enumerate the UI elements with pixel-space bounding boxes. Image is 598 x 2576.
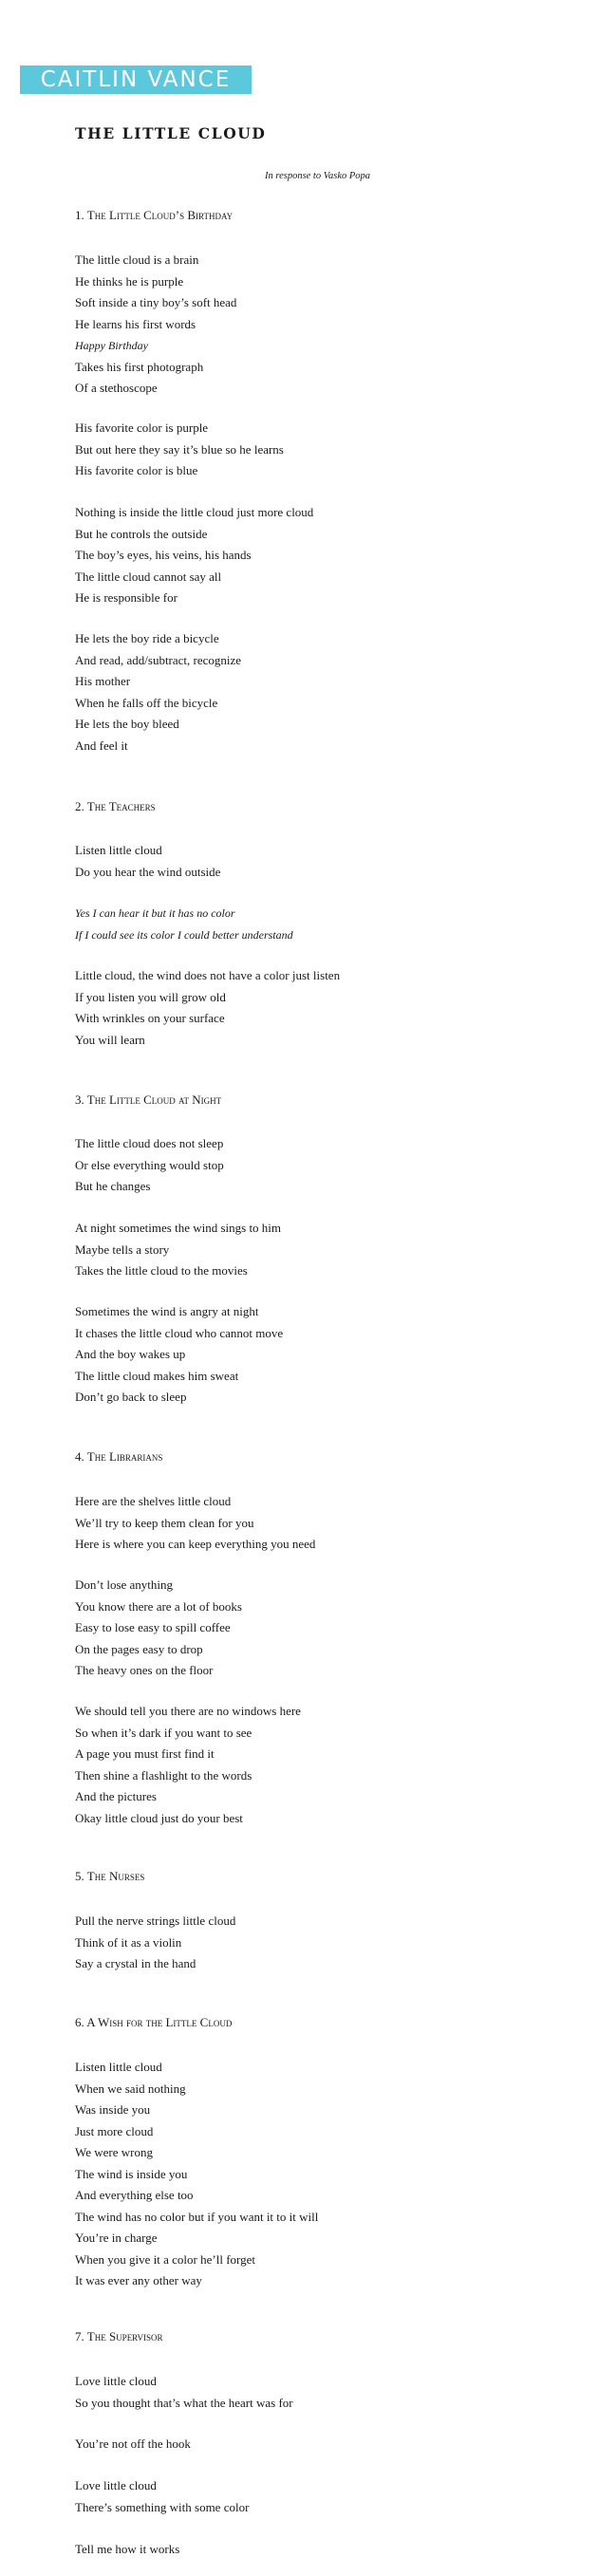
poem-line: It chases the little cloud who cannot move <box>75 1325 284 1340</box>
stanza <box>75 628 241 756</box>
poem-line: And everything else too <box>75 2188 194 2202</box>
poem-line: He lets the boy bleed <box>75 717 179 731</box>
poem-line: We’ll try to keep them clean for you <box>75 1515 254 1530</box>
stanza <box>75 903 293 945</box>
section-heading: 4. The Librarians <box>75 1449 163 1464</box>
poem-line: So when it’s dark if you want to see <box>75 1725 252 1740</box>
poem-line: Sometimes the wind is angry at night <box>75 1304 259 1318</box>
poem-line: If I could see its color I could better understand <box>75 927 293 942</box>
poem-line: Takes his first photograph <box>75 359 204 374</box>
site-logo[interactable]: CAITLIN VANCE <box>20 65 252 94</box>
poem-line: Love little cloud <box>75 2478 157 2492</box>
poem-dedication: In response to Vasko Popa <box>265 171 371 181</box>
poem-line: You will learn <box>75 1032 145 1047</box>
poem-line: Love little cloud <box>75 2374 157 2388</box>
stanza <box>75 1301 283 1409</box>
poem-line: Yes I can hear it but it has no color <box>75 906 235 920</box>
poem-line: He learns his first words <box>75 316 196 331</box>
poem-line: The little cloud cannot say all <box>75 569 222 584</box>
poem-title: THE LITTLE CLOUD <box>75 124 267 142</box>
stanza <box>75 965 340 1051</box>
poem-line: When you give it a color he’ll forget <box>75 2251 256 2267</box>
poem-line: You know there are a lot of books <box>75 1598 242 1614</box>
poem-line: A page you must first find it <box>75 1746 215 1761</box>
stanza <box>75 502 313 609</box>
stanza <box>75 1491 315 1556</box>
stanza <box>75 250 236 400</box>
stanza <box>75 840 220 883</box>
stanza <box>75 1133 224 1198</box>
poem-line: But he controls the outside <box>75 526 208 541</box>
poem-line: Was inside you <box>75 2102 151 2117</box>
poem-line: The heavy ones on the floor <box>75 1663 214 1677</box>
poem-line: Then shine a flashlight to the words <box>75 1767 252 1783</box>
poem-line: But he changes <box>75 1179 151 1193</box>
poem-line: And feel it <box>75 737 128 753</box>
poem-line: So you thought that’s what the heart was for <box>75 2395 293 2410</box>
stanza <box>75 2475 249 2518</box>
poem-line: When he falls off the bicycle <box>75 695 218 710</box>
poem-line: And read, add/subtract, recognize <box>75 652 242 667</box>
poem-line: The wind has no color but if you want it to it will <box>75 2209 319 2224</box>
poem-line: Little cloud, the wind does not have a color just listen <box>75 968 341 982</box>
poem-line: Of a stethoscope <box>75 381 158 395</box>
section-heading: 1. The Little Cloud’s Birthday <box>75 208 234 222</box>
poem-line: Here is where you can keep everything you need <box>75 1537 316 1551</box>
stanza <box>75 1575 242 1682</box>
poem-line: Just more cloud <box>75 2123 154 2138</box>
poem-line: You’re not off the hook <box>75 2436 191 2451</box>
poem-line: He thinks he is purple <box>75 273 184 289</box>
poem-line: Do you hear the wind outside <box>75 864 221 879</box>
poem-line: The wind is inside you <box>75 2166 188 2181</box>
section-heading: 5. The Nurses <box>75 1869 145 1883</box>
poem-line: We should tell you there are no windows here <box>75 1704 301 1718</box>
stanza <box>75 2371 293 2414</box>
stanza <box>75 418 284 482</box>
poem-line: Takes the little cloud to the movies <box>75 1263 248 1278</box>
poem-line: Or else everything would stop <box>75 1157 224 1172</box>
poem-line: And the pictures <box>75 1789 157 1803</box>
poem-line: Listen little cloud <box>75 2060 162 2074</box>
poem-line: The little cloud does not sleep <box>75 1136 224 1150</box>
poem-line: His favorite color is blue <box>75 463 198 477</box>
section-heading: 2. The Teachers <box>75 799 156 813</box>
poem-line: Think of it as a violin <box>75 1934 182 1950</box>
poem-line: The little cloud makes him sweat <box>75 1368 239 1383</box>
poem-line: Maybe tells a story <box>75 1241 170 1257</box>
poem-line: The boy’s eyes, his veins, his hands <box>75 548 252 562</box>
poem-line: If you listen you will grow old <box>75 989 226 1004</box>
poem-line: We were wrong <box>75 2145 153 2159</box>
poem-line: And the boy wakes up <box>75 1347 186 1361</box>
poem-line: Nothing is inside the little cloud just more cloud <box>75 505 314 519</box>
poem-line: On the pages easy to drop <box>75 1641 203 1656</box>
section-heading: 7. The Supervisor <box>75 2329 163 2343</box>
poem-line: He is responsible for <box>75 590 178 605</box>
stanza <box>75 1701 301 1829</box>
poem-line: Okay little cloud just do your best <box>75 1810 243 1825</box>
poem-line: But out here they say it’s blue so he learns <box>75 441 284 457</box>
section-heading: 3. The Little Cloud at Night <box>75 1092 222 1107</box>
poem-line: Here are the shelves little cloud <box>75 1494 232 1508</box>
stanza <box>75 2539 179 2561</box>
poem-line: His mother <box>75 674 131 688</box>
poem-line: You’re in charge <box>75 2231 158 2245</box>
stanza <box>75 1911 235 1975</box>
section-heading: 6. A Wish for the Little Cloud <box>75 2015 233 2029</box>
poem-line: The little cloud is a brain <box>75 252 199 267</box>
poem-line: Don’t lose anything <box>75 1577 174 1592</box>
poem-line: It was ever any other way <box>75 2273 202 2287</box>
poem-line: Tell me how it works <box>75 2542 180 2556</box>
stanza <box>75 2057 318 2292</box>
poem-line: Soft inside a tiny boy’s soft head <box>75 295 237 309</box>
stanza <box>75 2434 191 2455</box>
poem-line: There’s something with some color <box>75 2499 250 2514</box>
poem-line: Pull the nerve strings little cloud <box>75 1913 236 1928</box>
poem-line: He lets the boy ride a bicycle <box>75 631 219 645</box>
poem-line: With wrinkles on your surface <box>75 1011 225 1025</box>
poem-line: Say a crystal in the hand <box>75 1956 196 1970</box>
poem-line: Easy to lose easy to spill coffee <box>75 1620 231 1634</box>
poem-line: Happy Birthday <box>75 339 148 352</box>
poem-line: When we said nothing <box>75 2081 186 2096</box>
stanza <box>75 1218 281 1282</box>
poem-line: Don’t go back to sleep <box>75 1390 187 1404</box>
poem-line: Listen little cloud <box>75 843 162 857</box>
poem-line: His favorite color is purple <box>75 420 209 435</box>
poem-line: At night sometimes the wind sings to him <box>75 1221 282 1235</box>
